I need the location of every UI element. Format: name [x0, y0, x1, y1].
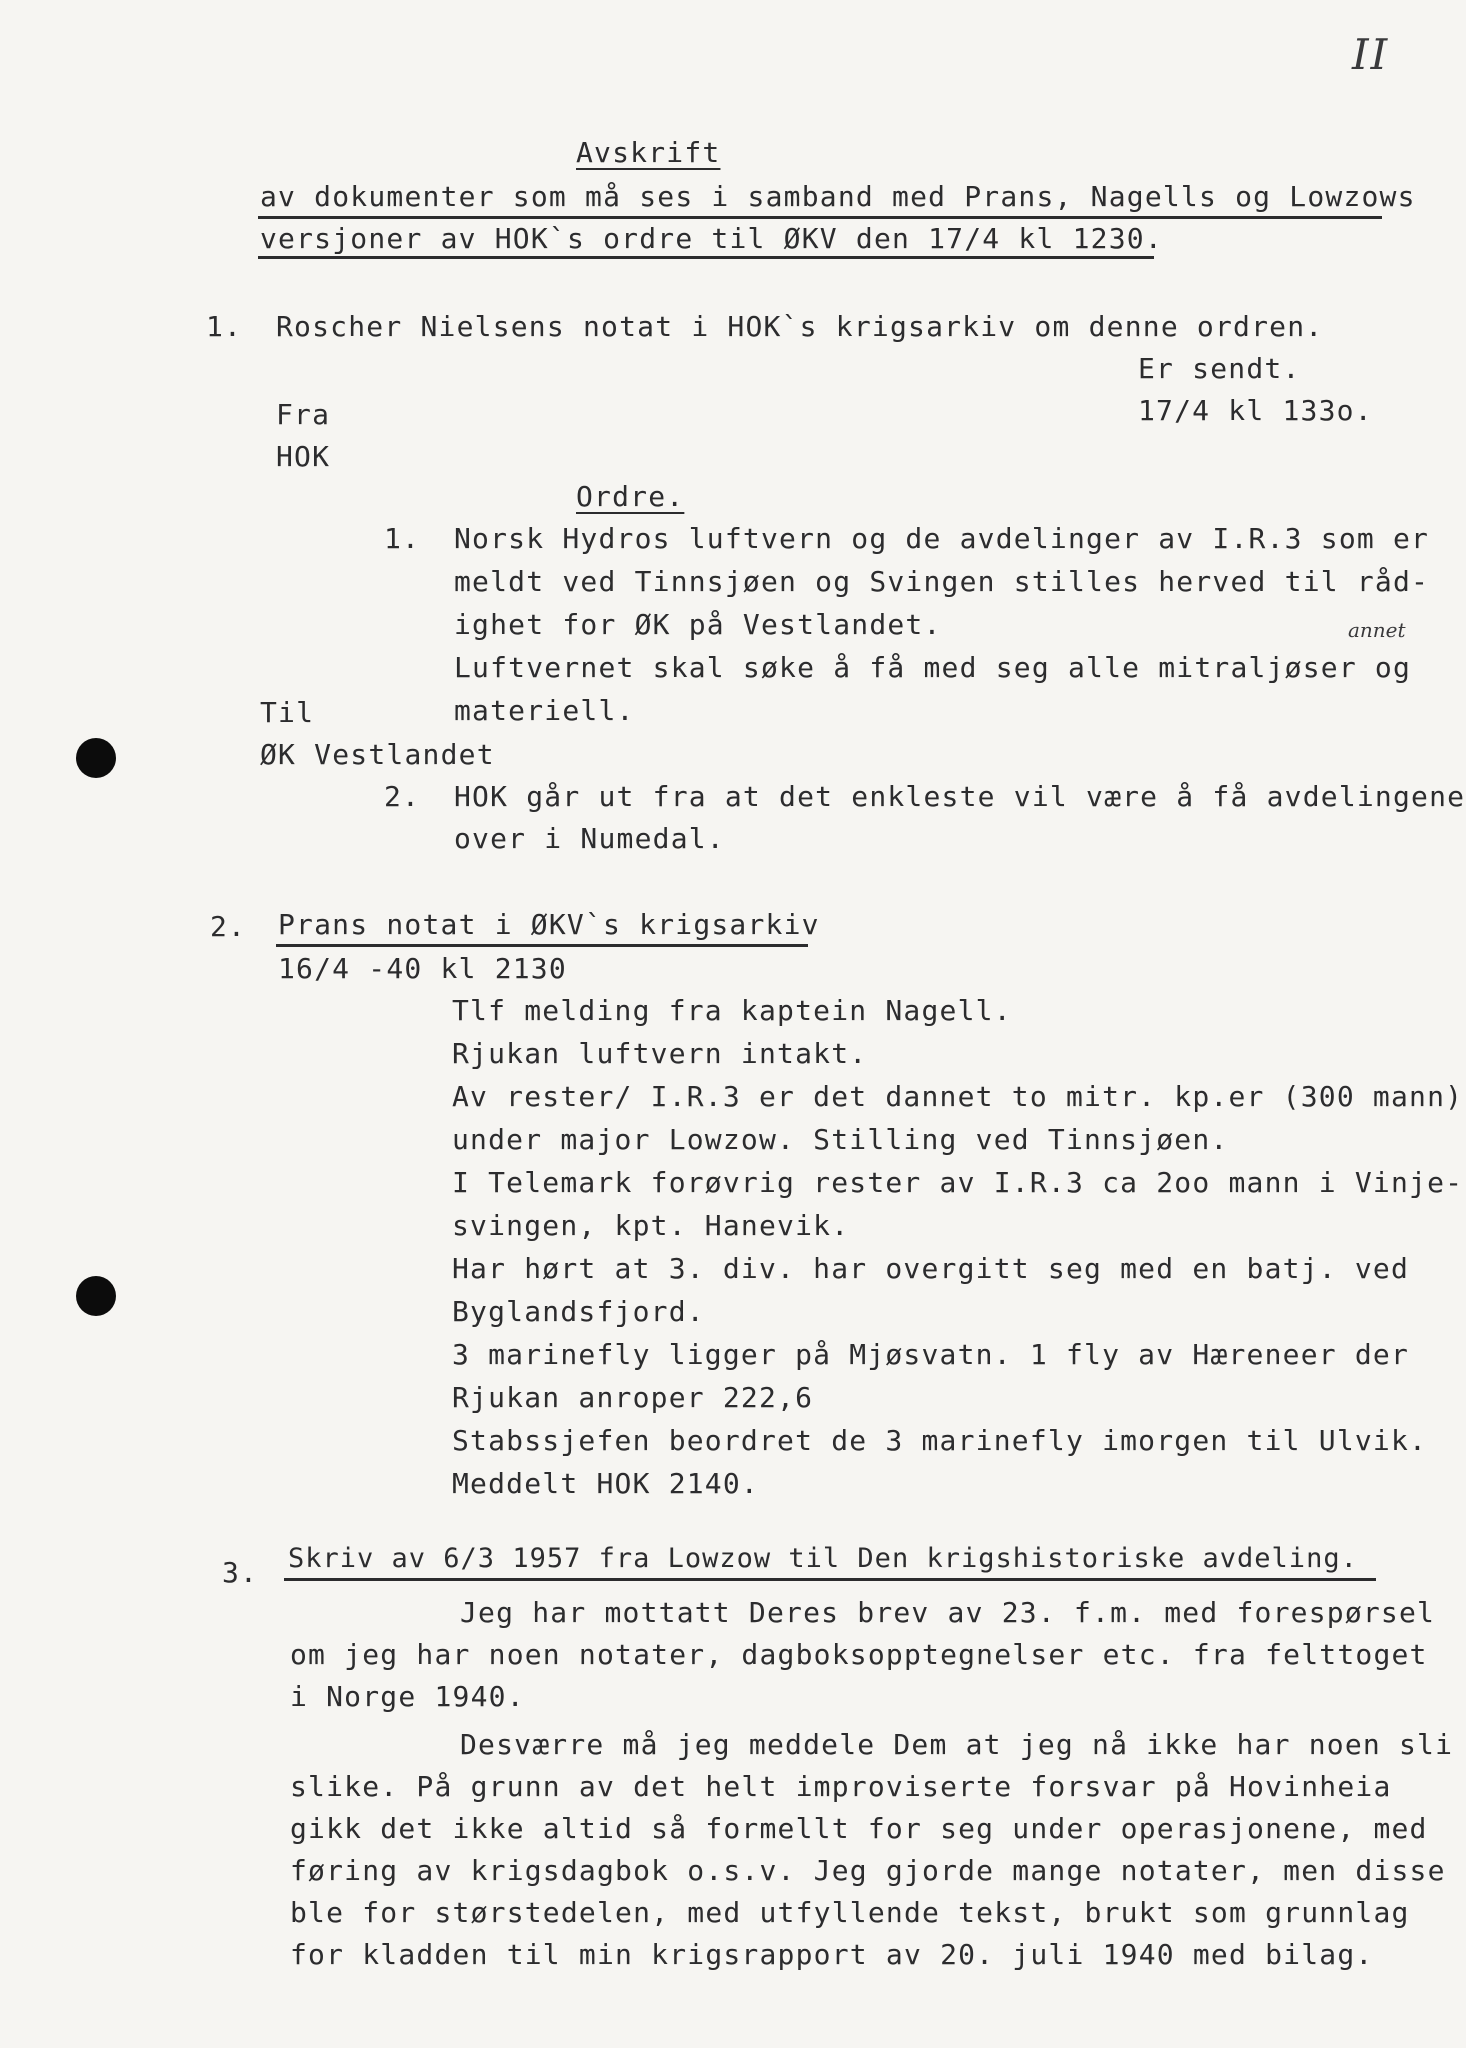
ordre-item-1-line: Luftvernet skal søke å få med seg alle mitraljøser og — [454, 651, 1412, 684]
letter-para-1-line: i Norge 1940. — [290, 1680, 525, 1713]
sent-label: Er sendt. — [1138, 352, 1301, 385]
title-line-2: versjoner av HOK`s ordre til ØKV den 17/4 kl 1230. — [260, 222, 1163, 255]
ordre-item-1-line: materiell. — [454, 694, 635, 727]
section-2-heading: Prans notat i ØKV`s krigsarkiv — [278, 908, 820, 941]
title-line-2-underline — [258, 256, 1154, 259]
letter-para-2-line: føring av krigsdagbok o.s.v. Jeg gjorde mange notater, men disse — [290, 1854, 1446, 1887]
punch-hole — [76, 738, 116, 778]
ordre-title: Ordre. — [576, 480, 685, 513]
document-title: Avskrift — [576, 136, 721, 169]
section-1-number: 1. — [206, 310, 243, 343]
ordre-item-2-line: HOK går ut fra at det enkleste vil være å få avdelingene — [454, 780, 1466, 813]
ordre-item-1-number: 1. — [384, 522, 421, 555]
to-value: ØK Vestlandet — [260, 738, 495, 771]
section-1-heading: Roscher Nielsens notat i HOK`s krigsarkiv om denne ordren. — [276, 310, 1324, 343]
section-2-line: under major Lowzow. Stilling ved Tinnsjøen. — [452, 1123, 1229, 1156]
section-2-line: Stabssjefen beordret de 3 marinefly imorgen til Ulvik. — [452, 1424, 1428, 1457]
section-2-date: 16/4 -40 kl 2130 — [278, 952, 567, 985]
ordre-item-1-line: Norsk Hydros luftvern og de avdelinger av I.R.3 som er — [454, 522, 1430, 555]
section-2-line: Rjukan luftvern intakt. — [452, 1037, 868, 1070]
section-2-line: Rjukan anroper 222,6 — [452, 1381, 814, 1414]
section-2-line: Byglandsfjord. — [452, 1295, 705, 1328]
ordre-item-1-line: ighet for ØK på Vestlandet. — [454, 608, 942, 641]
letter-para-2-line: slike. På grunn av det helt improviserte forsvar på Hovinheia — [290, 1770, 1392, 1803]
section-2-line: svingen, kpt. Hanevik. — [452, 1209, 850, 1242]
section-3-heading-underline — [284, 1578, 1376, 1581]
section-2-line: 3 marinefly ligger på Mjøsvatn. 1 fly av Hæreneer der — [452, 1338, 1410, 1371]
title-line-1-underline — [258, 216, 1382, 219]
ordre-item-1-line: meldt ved Tinnsjøen og Svingen stilles herved til råd- — [454, 565, 1430, 598]
section-2-line: Meddelt HOK 2140. — [452, 1467, 759, 1500]
letter-para-2-line: ble for størstedelen, med utfyllende tekst, brukt som grunnlag — [290, 1896, 1410, 1929]
section-3-heading: Skriv av 6/3 1957 fra Lowzow til Den krigshistoriske avdeling. — [288, 1543, 1358, 1574]
section-2-line: I Telemark forøvrig rester av I.R.3 ca 2oo mann i Vinje- — [452, 1166, 1464, 1199]
letter-para-1-line: Jeg har mottatt Deres brev av 23. f.m. med forespørsel — [460, 1596, 1436, 1629]
from-value: HOK — [276, 440, 331, 473]
title-line-1: av dokumenter som må ses i samband med Prans, Nagells og Lowzows — [260, 180, 1416, 213]
from-label: Fra — [276, 398, 331, 431]
letter-para-2-line: Desværre må jeg meddele Dem at jeg nå ikke har noen sli — [460, 1728, 1454, 1761]
section-2-line: Tlf melding fra kaptein Nagell. — [452, 994, 1012, 1027]
punch-hole — [76, 1276, 116, 1316]
to-label: Til — [260, 696, 315, 729]
page-roman-numeral: II — [1352, 30, 1390, 79]
handwritten-insert: annet — [1348, 618, 1406, 642]
sent-date: 17/4 kl 133o. — [1138, 394, 1373, 427]
section-2-line: Har hørt at 3. div. har overgitt seg med en batj. ved — [452, 1252, 1410, 1285]
section-2-line: Av rester/ I.R.3 er det dannet to mitr. kp.er (300 mann) — [452, 1080, 1464, 1113]
ordre-item-2-number: 2. — [384, 780, 421, 813]
section-2-number: 2. — [210, 910, 247, 943]
letter-para-2-line: gikk det ikke altid så formellt for seg under operasjonene, med — [290, 1812, 1428, 1845]
section-2-heading-underline — [276, 944, 808, 947]
ordre-item-2-line: over i Numedal. — [454, 822, 725, 855]
section-3-number: 3. — [222, 1556, 259, 1589]
letter-para-1-line: om jeg har noen notater, dagboksopptegnelser etc. fra felttoget — [290, 1638, 1428, 1671]
letter-para-2-line: for kladden til min krigsrapport av 20. juli 1940 med bilag. — [290, 1938, 1374, 1971]
